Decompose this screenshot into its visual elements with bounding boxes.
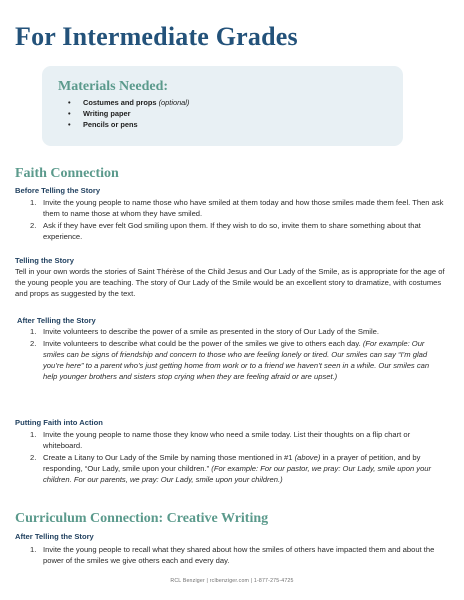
materials-heading: Materials Needed: <box>58 79 169 94</box>
curriculum-after-heading: After Telling the Story <box>15 532 94 541</box>
putting-faith-list <box>30 429 445 486</box>
page-title: For Intermediate Grades <box>15 22 298 51</box>
materials-list <box>68 97 189 131</box>
materials-box <box>42 66 403 146</box>
materials-item: • Costumes and props (optional) <box>68 97 189 108</box>
after-story-list <box>30 326 445 383</box>
putting-faith-heading: Putting Faith into Action <box>15 418 103 427</box>
list-item: 1. Invite the young people to name those who have smiled at them today and how those smiles made them feel. Then ask them to name those at whom they have smiled. <box>30 198 444 218</box>
faith-connection-heading: Faith Connection <box>15 166 119 181</box>
curriculum-connection-heading: Curriculum Connection: Creative Writing <box>15 511 269 526</box>
page-footer: RCL Benziger | rclbenziger.com | 1-877-275-4725 <box>170 578 294 584</box>
materials-item: • Writing paper <box>68 108 189 119</box>
curriculum-after-list <box>30 544 445 567</box>
list-item: 1. Invite the young people to name those they know who need a smile today. List their thoughts on a flip chart or whiteboard. <box>30 430 411 450</box>
before-story-list <box>30 197 445 243</box>
after-story-heading: After Telling the Story <box>17 316 96 325</box>
materials-item: • Pencils or pens <box>68 119 189 130</box>
list-item: 2. Ask if they have ever felt God smiling upon them. If they wish to do so, invite them to share something about that experience. <box>30 221 421 241</box>
list-item: 1. Invite the young people to recall what they shared about how the smiles of others have impacted them and about the power of the smiles we give others each and every day. <box>30 545 435 565</box>
before-story-heading: Before Telling the Story <box>15 186 101 195</box>
telling-story-text: Tell in your own words the stories of Saint Thérèse of the Child Jesus and Our Lady of the Smile, as is appropriate for the age of the young people you are teaching. The story of Our Lady of the Smile would be an excellent story to dramatize, with costumes and props as suggested by the text. <box>15 267 445 298</box>
list-item: 2. Create a Litany to Our Lady of the Smile by naming those mentioned in #1 (above) in a prayer of petition, and by responding, “Our Lady, smile upon your children.” (For example: For our pastor, we pray: Our Lady, smile upon your children. For our parents, we pray: Our Lady, smile upon your children.) <box>30 453 432 484</box>
list-item: 1. Invite volunteers to describe the power of a smile as presented in the story of Our Lady of the Smile. <box>30 327 379 336</box>
telling-story-heading: Telling the Story <box>15 256 74 265</box>
list-item: 2. Invite volunteers to describe what could be the power of the smiles we give to others each day. (For example: Our smiles can be signs of friendship and concern to those who are feeling lonely or tired. Our smiles can say “I’m glad you’re here” to a parent who’s just getting home from work or to a friend we haven’t seen in a while. Our smiles can help younger brothers and sisters stop crying when they are feeling afraid or are upset.) <box>30 339 430 381</box>
